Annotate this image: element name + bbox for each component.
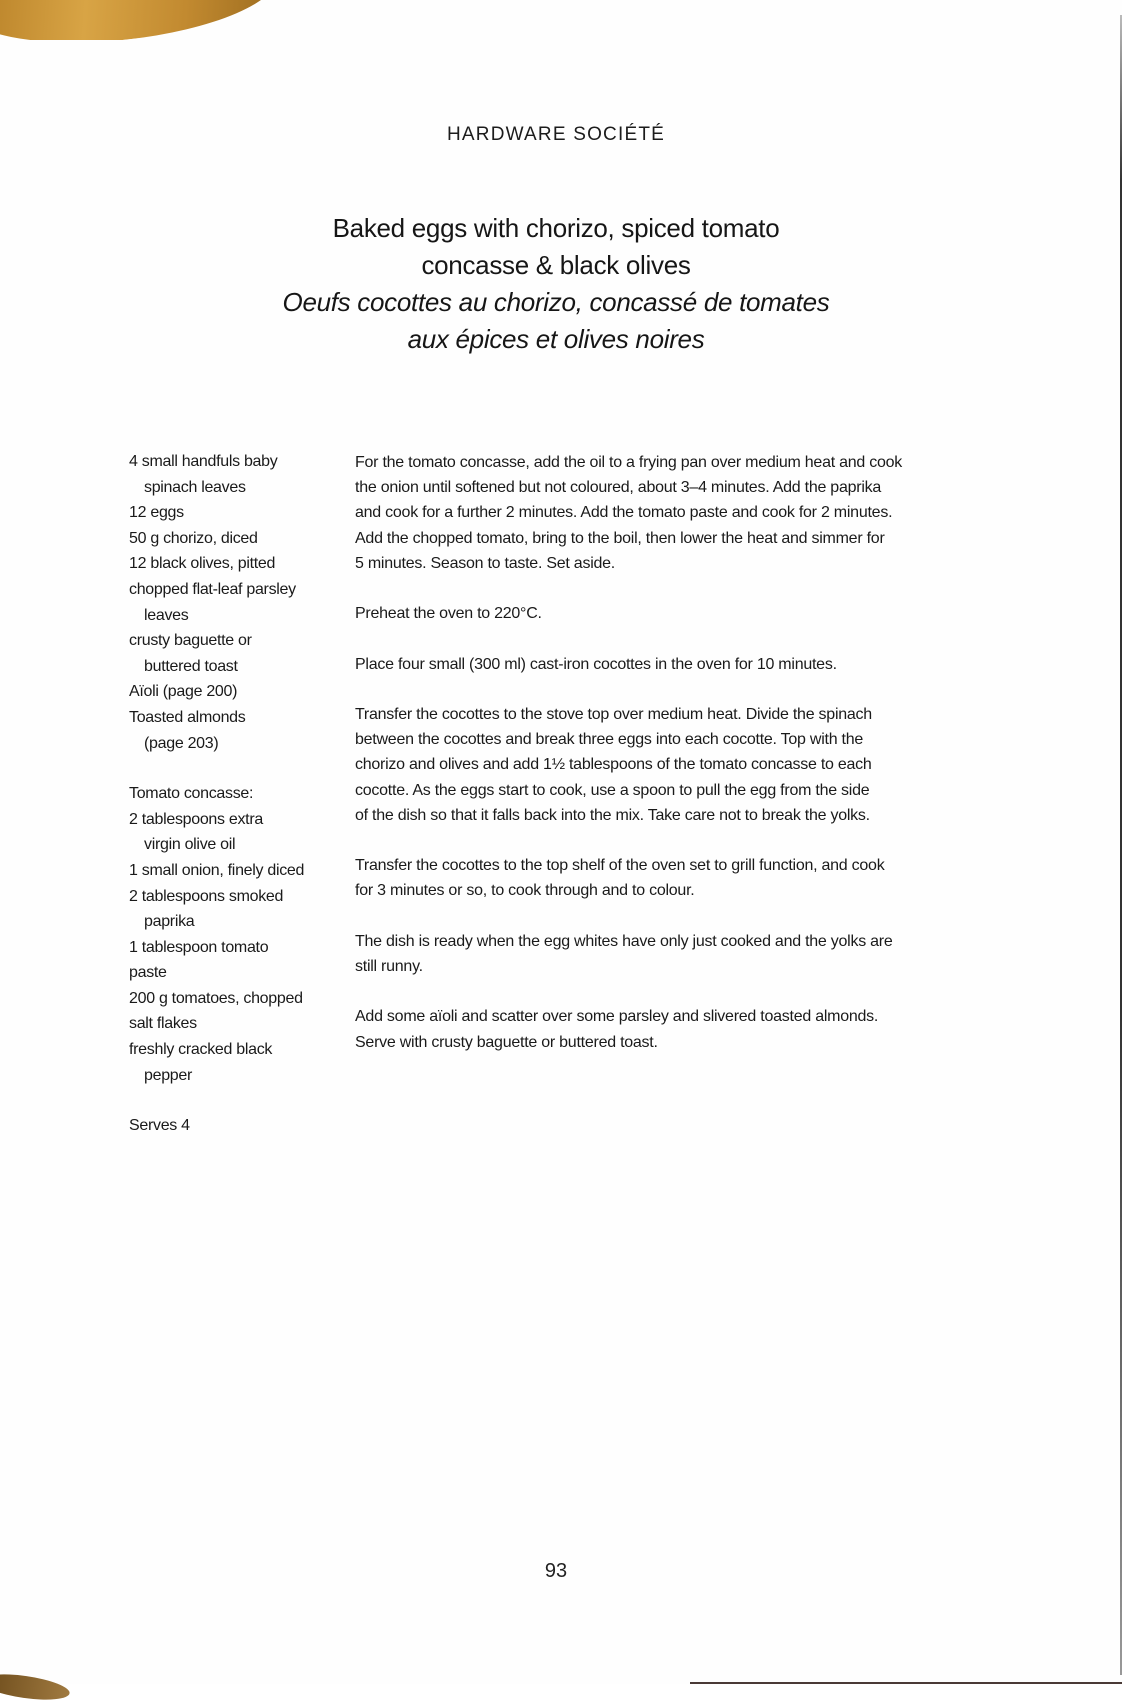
method-line: between the cocottes and break three eggs into each cocotte. Top with the [355, 731, 864, 749]
method-line: and cook for a further 2 minutes. Add the tomato paste and cook for 2 minutes. [355, 504, 893, 522]
title-english-line-1: Baked eggs with chorizo, spiced tomato [332, 213, 780, 243]
ingredient-text-continued: paprika [144, 913, 195, 931]
method-line: For the tomato concasse, add the oil to a frying pan over medium heat and cook [355, 454, 903, 471]
ingredient-item [129, 935, 329, 961]
ingredients-list [129, 449, 329, 1088]
ingredient-text: crusty baguette or [129, 632, 252, 650]
method-step [355, 1004, 955, 1054]
method-line: Transfer the cocottes to the top shelf of the oven set to grill function, and cook [355, 857, 885, 875]
ingredient-item [129, 986, 329, 1012]
method-line: the onion until softened but not coloured, about 3–4 minutes. Add the paprika [355, 479, 882, 497]
ingredient-text: salt flakes [129, 1015, 197, 1033]
ingredient-item [129, 679, 329, 705]
method-line: Serve with crusty baguette or buttered toast. [355, 1033, 658, 1051]
ingredient-text: 200 g tomatoes, chopped [129, 989, 303, 1007]
ingredient-item [129, 858, 329, 884]
title-english-line-2: concasse & black olives [421, 250, 691, 280]
method-line: Place four small (300 ml) cast-iron cocottes in the oven for 10 minutes. [355, 655, 837, 673]
method-line: Preheat the oven to 220°C. [355, 605, 542, 623]
ingredient-text-continued: virgin olive oil [144, 836, 236, 854]
method-line: of the dish so that it falls back into the mix. Take care not to break the yolks. [355, 806, 870, 824]
ingredient-text: 4 small handfuls baby [129, 453, 278, 470]
ingredient-text: Toasted almonds [129, 708, 246, 726]
ingredient-text-continued: (page 203) [144, 734, 219, 752]
method-step [355, 601, 955, 626]
method-line: 5 minutes. Season to taste. Set aside. [355, 554, 615, 572]
method-step [355, 652, 955, 677]
method-step [355, 929, 955, 979]
ingredient-text: 2 tablespoons extra [129, 810, 263, 828]
ingredient-text-continued: buttered toast [144, 657, 238, 675]
ingredient-item [129, 526, 329, 552]
ingredient-item [129, 1037, 329, 1088]
method-line: still runny. [355, 957, 423, 975]
method-text [355, 450, 955, 1080]
ingredient-text: Aïoli (page 200) [129, 683, 238, 701]
method-line: cocotte. As the eggs start to cook, use a spoon to pull the egg from the side [355, 781, 870, 799]
ingredient-text-continued: pepper [144, 1066, 193, 1084]
method-line: Add the chopped tomato, bring to the boil, then lower the heat and simmer for [355, 529, 885, 547]
gilded-edge-bottom-left [0, 1670, 71, 1704]
method-line: for 3 minutes or so, to cook through and to colour. [355, 882, 695, 900]
ingredient-text: freshly cracked black [129, 1041, 273, 1059]
ingredient-text: paste [129, 964, 167, 982]
method-line: Transfer the cocottes to the stove top over medium heat. Divide the spinach [355, 705, 872, 723]
ingredient-item [129, 449, 329, 500]
title-french-line-1: Oeufs cocottes au chorizo, concassé de tomates [282, 287, 830, 317]
method-line: chorizo and olives and add 1½ tablespoons of the tomato concasse to each [355, 756, 872, 774]
serves-text: Serves 4 [129, 1117, 190, 1134]
recipe-title [0, 210, 1112, 358]
gilded-edge-top-left [0, 0, 300, 40]
ingredient-text: 12 eggs [129, 504, 184, 522]
ingredient-text: 12 black olives, pitted [129, 555, 276, 573]
ingredient-item [129, 628, 329, 679]
method-step [355, 450, 955, 576]
ingredient-text: 1 tablespoon tomato [129, 938, 269, 956]
ingredient-text-continued: spinach leaves [144, 478, 246, 496]
page-number: 93 [544, 1560, 568, 1582]
title-french-line-2: aux épices et olives noires [407, 324, 705, 354]
ingredient-item [129, 1011, 329, 1037]
running-head: HARDWARE SOCIÉTÉ [446, 124, 665, 145]
ingredient-text: 50 g chorizo, diced [129, 529, 258, 547]
method-line: Add some aïoli and scatter over some parsley and slivered toasted almonds. [355, 1008, 879, 1026]
method-step [355, 702, 955, 828]
ingredient-text: 1 small onion, finely diced [129, 861, 305, 879]
ingredient-item [129, 705, 329, 756]
ingredient-item [129, 884, 329, 935]
ingredient-group-title: Tomato concasse: [129, 785, 254, 803]
ingredient-item [129, 500, 329, 526]
ingredient-item [129, 551, 329, 577]
ingredient-text: chopped flat-leaf parsley [129, 580, 296, 598]
ingredient-item [129, 807, 329, 858]
ingredient-item [129, 960, 329, 986]
ingredient-text: 2 tablespoons smoked [129, 887, 284, 905]
method-line: The dish is ready when the egg whites have only just cooked and the yolks are [355, 932, 893, 950]
ingredient-text-continued: leaves [144, 606, 189, 624]
method-step [355, 853, 955, 903]
ingredient-item [129, 577, 329, 628]
